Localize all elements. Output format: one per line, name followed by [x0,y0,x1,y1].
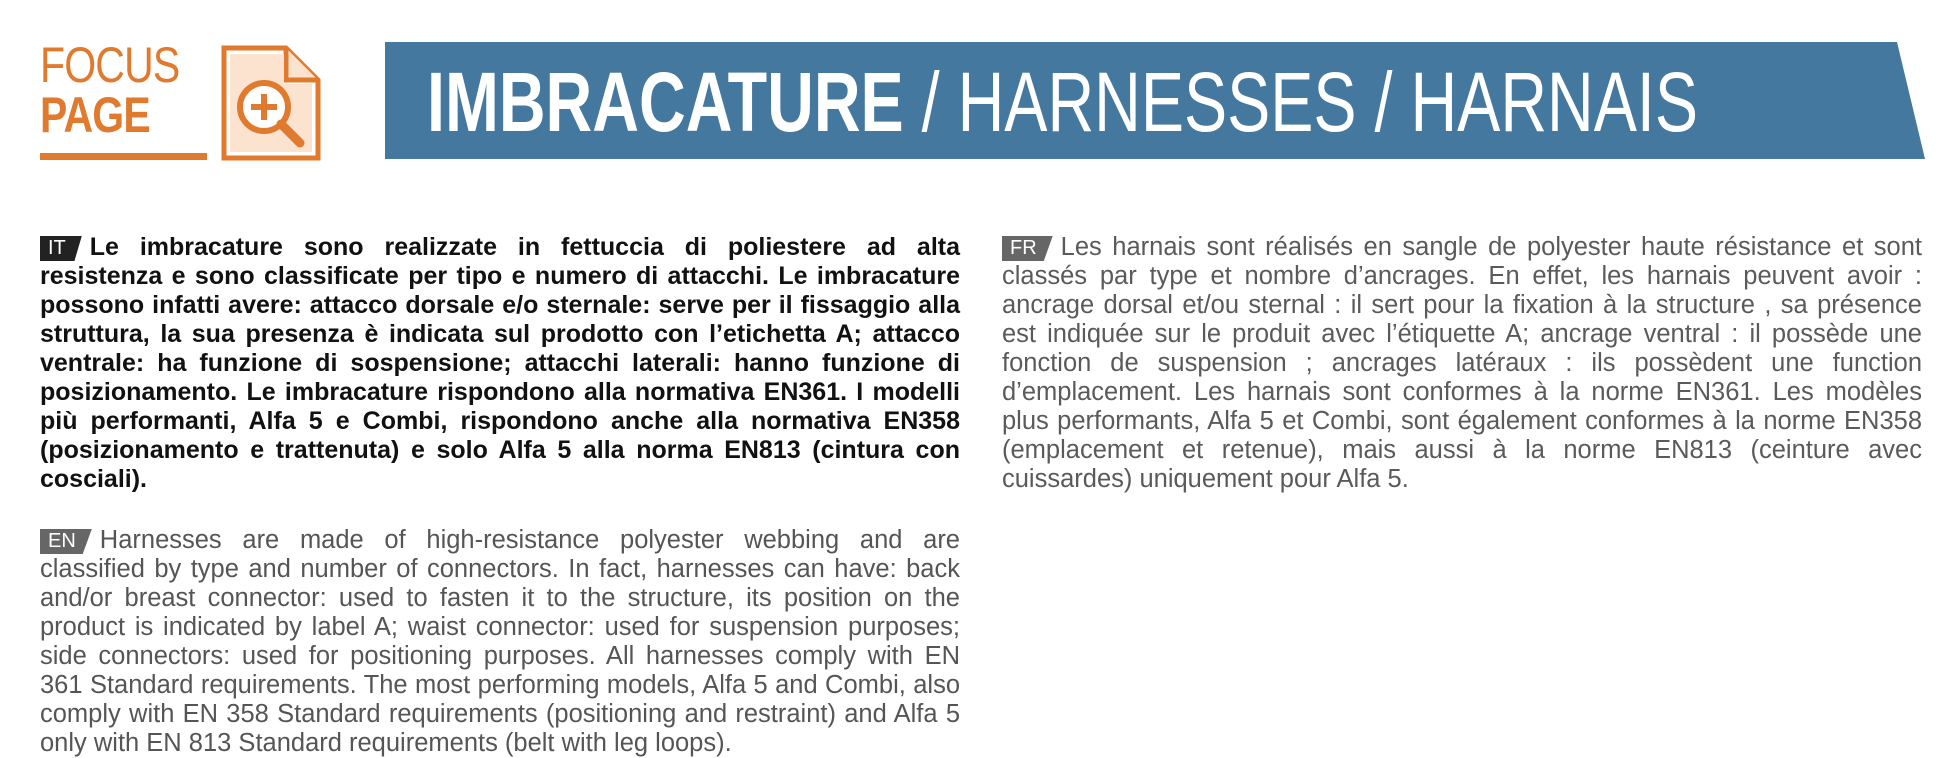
document-search-plus-icon [220,44,322,162]
paragraph-english-text: Harnesses are made of high-resistance polyester webbing and are classified by type and number of connectors. In fact, harnesses can have: back and/or breast connector: used to fasten it to the structure, its position on the product is indicated by label A; waist connector: used for suspension purposes; side connectors: used for positioning purposes. All harnesses comply with EN 361 Standard requirements. The most performing models, Alfa 5 and Combi, also comply with EN 358 Standard requirements (positioning and restraint) and Alfa 5 only with EN 813 Standard requirements (belt with leg loops). [40,526,960,757]
title-banner [385,42,1925,159]
paragraph-french-text: Les harnais sont réalisés en sangle de polyester haute résistance et sont classés par type et nombre d’ancrages. En effet, les harnais peuvent avoir : ancrage dorsal et/ou sternal : il sert pour la fixation à la structure , sa présence est indiquée sur le produit avec l’étiquette A; ancrage ventral : il possède une fonction de suspension ; ancrages latéraux : ils possèdent une function d’emplacement. Les harnais sont conformes à la norme EN361. Les modèles plus performants, Alfa 5 et Combi, sont également conformes à la norme EN358 (emplacement et retenue), mais aussi à la norme EN813 (ceinture avec cuissardes) uniquement pour Alfa 5. [1002,233,1922,493]
focus-page-label [40,37,210,143]
language-tag-en-label: EN [48,530,76,552]
page-title-rest: / HARNESSES / HARNAIS [903,55,1699,149]
right-column [1002,233,1922,494]
paragraph-french [1002,233,1922,494]
language-tag-it [40,236,82,261]
focus-label-line2: PAGE [40,87,150,143]
paragraph-italian-text: Le imbracature sono realizzate in fettuccia di poliestere ad alta resistenza e sono classificate per tipo e numero di attacchi. Le imbracature possono infatti avere: attacco dorsale e/o sternale: serve per il fissaggio alla struttura, la sua presenza è indicata sul prodotto con l’etichetta A; attacco ventrale: ha funzione di sospensione; attacchi laterali: hanno funzione di posizionamento. Le imbracature rispondono alla normativa EN361. I modelli più performanti, Alfa 5 e Combi, rispondono anche alla normativa EN358 (posizionamento e trattenuta) e solo Alfa 5 alla norma EN813 (cintura con cosciali). [40,233,960,493]
focus-underline [40,153,207,160]
page-title [427,52,1698,152]
focus-page-badge [40,37,320,165]
language-tag-fr-label: FR [1010,237,1037,259]
language-tag-it-label: IT [48,237,66,259]
page-title-bold: IMBRACATURE [427,55,904,149]
paragraph-english [40,526,960,758]
paragraph-italian [40,233,960,494]
focus-label-line1: FOCUS [40,37,180,93]
language-tag-fr [1002,236,1053,261]
left-column [40,233,960,758]
language-tag-en [40,529,92,554]
